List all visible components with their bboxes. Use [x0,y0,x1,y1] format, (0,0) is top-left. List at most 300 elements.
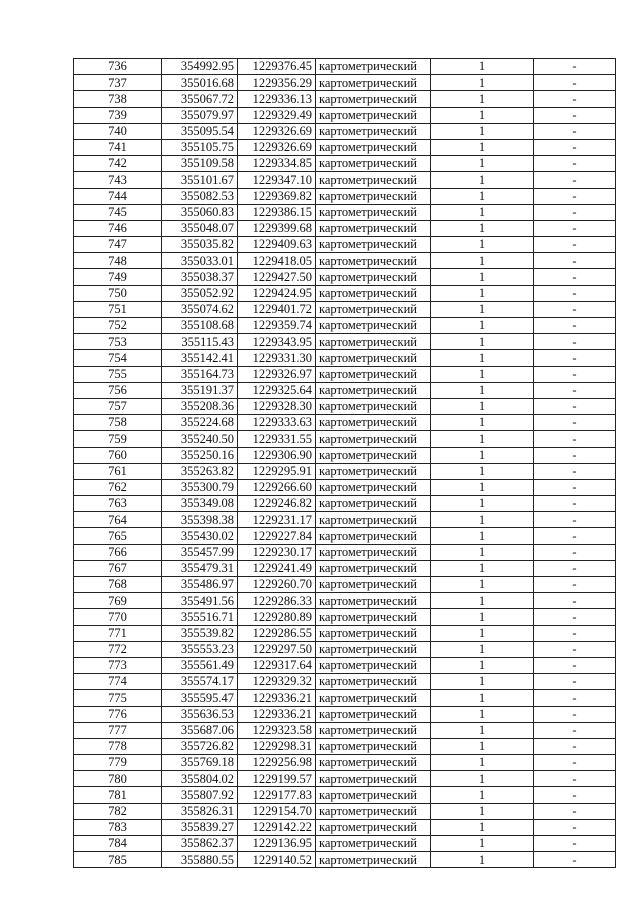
y-coordinate-cell: 1229401.72 [238,301,316,317]
table-row [74,139,616,155]
method-cell: картометрический [316,188,431,204]
y-coordinate-cell: 1229306.90 [238,447,316,463]
point-number-cell: 770 [74,609,162,625]
x-coordinate-cell: 355208.36 [162,398,238,414]
precision-cell: 1 [431,220,534,236]
note-cell: - [534,139,616,155]
x-coordinate-cell: 355880.55 [162,852,238,868]
table-row [74,560,616,576]
method-cell: картометрический [316,107,431,123]
point-number-cell: 740 [74,123,162,139]
point-number-cell: 737 [74,75,162,91]
x-coordinate-cell: 355191.37 [162,382,238,398]
method-cell: картометрический [316,479,431,495]
note-cell: - [534,674,616,690]
method-cell: картометрический [316,738,431,754]
x-coordinate-cell: 355726.82 [162,738,238,754]
note-cell: - [534,609,616,625]
x-coordinate-cell: 355574.17 [162,674,238,690]
y-coordinate-cell: 1229199.57 [238,771,316,787]
y-coordinate-cell: 1229359.74 [238,318,316,334]
y-coordinate-cell: 1229343.95 [238,334,316,350]
note-cell: - [534,544,616,560]
point-number-cell: 765 [74,528,162,544]
y-coordinate-cell: 1229227.84 [238,528,316,544]
precision-cell: 1 [431,609,534,625]
note-cell: - [534,836,616,852]
y-coordinate-cell: 1229399.68 [238,220,316,236]
y-coordinate-cell: 1229286.55 [238,625,316,641]
y-coordinate-cell: 1229280.89 [238,609,316,625]
x-coordinate-cell: 355486.97 [162,577,238,593]
precision-cell: 1 [431,318,534,334]
x-coordinate-cell: 355430.02 [162,528,238,544]
method-cell: картометрический [316,59,431,75]
method-cell: картометрический [316,156,431,172]
y-coordinate-cell: 1229328.30 [238,398,316,414]
table-row [74,220,616,236]
note-cell: - [534,237,616,253]
point-number-cell: 763 [74,496,162,512]
note-cell: - [534,59,616,75]
y-coordinate-cell: 1229266.60 [238,479,316,495]
method-cell: картометрический [316,512,431,528]
point-number-cell: 779 [74,755,162,771]
method-cell: картометрический [316,285,431,301]
point-number-cell: 754 [74,350,162,366]
table-row [74,382,616,398]
method-cell: картометрический [316,722,431,738]
point-number-cell: 742 [74,156,162,172]
precision-cell: 1 [431,91,534,107]
method-cell: картометрический [316,253,431,269]
precision-cell: 1 [431,123,534,139]
point-number-cell: 776 [74,706,162,722]
method-cell: картометрический [316,431,431,447]
precision-cell: 1 [431,803,534,819]
point-number-cell: 746 [74,220,162,236]
method-cell: картометрический [316,706,431,722]
y-coordinate-cell: 1229326.69 [238,139,316,155]
point-number-cell: 784 [74,836,162,852]
x-coordinate-cell: 355516.71 [162,609,238,625]
table-row [74,334,616,350]
y-coordinate-cell: 1229230.17 [238,544,316,560]
x-coordinate-cell: 355398.38 [162,512,238,528]
point-number-cell: 757 [74,398,162,414]
point-number-cell: 772 [74,641,162,657]
note-cell: - [534,463,616,479]
note-cell: - [534,593,616,609]
precision-cell: 1 [431,625,534,641]
table-row [74,787,616,803]
x-coordinate-cell: 355105.75 [162,139,238,155]
method-cell: картометрический [316,318,431,334]
table-row [74,59,616,75]
table-row [74,706,616,722]
method-cell: картометрический [316,204,431,220]
y-coordinate-cell: 1229140.52 [238,852,316,868]
y-coordinate-cell: 1229325.64 [238,382,316,398]
precision-cell: 1 [431,512,534,528]
table-row [74,738,616,754]
point-number-cell: 760 [74,447,162,463]
note-cell: - [534,123,616,139]
point-number-cell: 783 [74,819,162,835]
table-row [74,609,616,625]
precision-cell: 1 [431,787,534,803]
precision-cell: 1 [431,690,534,706]
coordinates-table-body [74,59,616,868]
precision-cell: 1 [431,431,534,447]
precision-cell: 1 [431,706,534,722]
table-row [74,237,616,253]
method-cell: картометрический [316,657,431,673]
precision-cell: 1 [431,496,534,512]
table-row [74,463,616,479]
note-cell: - [534,771,616,787]
y-coordinate-cell: 1229331.30 [238,350,316,366]
note-cell: - [534,75,616,91]
x-coordinate-cell: 355067.72 [162,91,238,107]
table-row [74,496,616,512]
y-coordinate-cell: 1229329.49 [238,107,316,123]
note-cell: - [534,560,616,576]
precision-cell: 1 [431,382,534,398]
precision-cell: 1 [431,172,534,188]
method-cell: картометрический [316,123,431,139]
point-number-cell: 738 [74,91,162,107]
note-cell: - [534,107,616,123]
method-cell: картометрический [316,334,431,350]
precision-cell: 1 [431,59,534,75]
method-cell: картометрический [316,496,431,512]
precision-cell: 1 [431,722,534,738]
note-cell: - [534,285,616,301]
precision-cell: 1 [431,560,534,576]
point-number-cell: 751 [74,301,162,317]
precision-cell: 1 [431,738,534,754]
point-number-cell: 739 [74,107,162,123]
y-coordinate-cell: 1229329.32 [238,674,316,690]
x-coordinate-cell: 355687.06 [162,722,238,738]
point-number-cell: 778 [74,738,162,754]
precision-cell: 1 [431,156,534,172]
precision-cell: 1 [431,398,534,414]
precision-cell: 1 [431,657,534,673]
precision-cell: 1 [431,269,534,285]
x-coordinate-cell: 355142.41 [162,350,238,366]
note-cell: - [534,528,616,544]
x-coordinate-cell: 355457.99 [162,544,238,560]
note-cell: - [534,852,616,868]
point-number-cell: 762 [74,479,162,495]
x-coordinate-cell: 355539.82 [162,625,238,641]
y-coordinate-cell: 1229424.95 [238,285,316,301]
table-row [74,690,616,706]
x-coordinate-cell: 355839.27 [162,819,238,835]
precision-cell: 1 [431,301,534,317]
y-coordinate-cell: 1229347.10 [238,172,316,188]
table-row [74,415,616,431]
point-number-cell: 771 [74,625,162,641]
method-cell: картометрический [316,398,431,414]
y-coordinate-cell: 1229333.63 [238,415,316,431]
table-row [74,771,616,787]
precision-cell: 1 [431,204,534,220]
table-row [74,285,616,301]
method-cell: картометрический [316,463,431,479]
y-coordinate-cell: 1229326.97 [238,366,316,382]
method-cell: картометрический [316,674,431,690]
y-coordinate-cell: 1229246.82 [238,496,316,512]
x-coordinate-cell: 355035.82 [162,237,238,253]
x-coordinate-cell: 355052.92 [162,285,238,301]
table-row [74,479,616,495]
table-row [74,91,616,107]
x-coordinate-cell: 355491.56 [162,593,238,609]
note-cell: - [534,156,616,172]
method-cell: картометрический [316,803,431,819]
y-coordinate-cell: 1229297.50 [238,641,316,657]
table-row [74,188,616,204]
point-number-cell: 744 [74,188,162,204]
table-row [74,512,616,528]
table-row [74,75,616,91]
note-cell: - [534,366,616,382]
point-number-cell: 749 [74,269,162,285]
point-number-cell: 756 [74,382,162,398]
y-coordinate-cell: 1229356.29 [238,75,316,91]
y-coordinate-cell: 1229336.21 [238,690,316,706]
x-coordinate-cell: 355038.37 [162,269,238,285]
point-number-cell: 752 [74,318,162,334]
y-coordinate-cell: 1229136.95 [238,836,316,852]
method-cell: картометрический [316,350,431,366]
note-cell: - [534,334,616,350]
method-cell: картометрический [316,382,431,398]
precision-cell: 1 [431,852,534,868]
point-number-cell: 758 [74,415,162,431]
method-cell: картометрический [316,528,431,544]
x-coordinate-cell: 355250.16 [162,447,238,463]
precision-cell: 1 [431,641,534,657]
precision-cell: 1 [431,447,534,463]
x-coordinate-cell: 355862.37 [162,836,238,852]
note-cell: - [534,172,616,188]
table-row [74,398,616,414]
note-cell: - [534,803,616,819]
x-coordinate-cell: 355263.82 [162,463,238,479]
note-cell: - [534,738,616,754]
coordinates-table [73,58,616,868]
x-coordinate-cell: 355479.31 [162,560,238,576]
table-row [74,577,616,593]
note-cell: - [534,382,616,398]
table-row [74,431,616,447]
point-number-cell: 773 [74,657,162,673]
note-cell: - [534,431,616,447]
note-cell: - [534,415,616,431]
y-coordinate-cell: 1229427.50 [238,269,316,285]
table-row [74,318,616,334]
note-cell: - [534,301,616,317]
point-number-cell: 781 [74,787,162,803]
y-coordinate-cell: 1229142.22 [238,819,316,835]
note-cell: - [534,350,616,366]
x-coordinate-cell: 355804.02 [162,771,238,787]
point-number-cell: 777 [74,722,162,738]
note-cell: - [534,787,616,803]
note-cell: - [534,479,616,495]
method-cell: картометрический [316,755,431,771]
method-cell: картометрический [316,172,431,188]
point-number-cell: 764 [74,512,162,528]
precision-cell: 1 [431,253,534,269]
point-number-cell: 782 [74,803,162,819]
method-cell: картометрический [316,301,431,317]
point-number-cell: 745 [74,204,162,220]
y-coordinate-cell: 1229256.98 [238,755,316,771]
note-cell: - [534,512,616,528]
table-row [74,172,616,188]
point-number-cell: 780 [74,771,162,787]
y-coordinate-cell: 1229317.64 [238,657,316,673]
table-row [74,836,616,852]
note-cell: - [534,220,616,236]
table-row [74,447,616,463]
note-cell: - [534,819,616,835]
table-row [74,123,616,139]
precision-cell: 1 [431,819,534,835]
note-cell: - [534,641,616,657]
table-row [74,528,616,544]
table-row [74,204,616,220]
method-cell: картометрический [316,771,431,787]
note-cell: - [534,269,616,285]
method-cell: картометрический [316,852,431,868]
point-number-cell: 769 [74,593,162,609]
y-coordinate-cell: 1229331.55 [238,431,316,447]
precision-cell: 1 [431,674,534,690]
precision-cell: 1 [431,593,534,609]
precision-cell: 1 [431,463,534,479]
y-coordinate-cell: 1229298.31 [238,738,316,754]
x-coordinate-cell: 355016.68 [162,75,238,91]
y-coordinate-cell: 1229409.63 [238,237,316,253]
method-cell: картометрический [316,560,431,576]
point-number-cell: 748 [74,253,162,269]
x-coordinate-cell: 355826.31 [162,803,238,819]
table-row [74,674,616,690]
point-number-cell: 761 [74,463,162,479]
point-number-cell: 736 [74,59,162,75]
point-number-cell: 774 [74,674,162,690]
x-coordinate-cell: 355074.62 [162,301,238,317]
point-number-cell: 750 [74,285,162,301]
point-number-cell: 747 [74,237,162,253]
y-coordinate-cell: 1229336.21 [238,706,316,722]
table-row [74,641,616,657]
x-coordinate-cell: 355240.50 [162,431,238,447]
x-coordinate-cell: 355595.47 [162,690,238,706]
method-cell: картометрический [316,836,431,852]
note-cell: - [534,577,616,593]
x-coordinate-cell: 355095.54 [162,123,238,139]
method-cell: картометрический [316,544,431,560]
y-coordinate-cell: 1229154.70 [238,803,316,819]
x-coordinate-cell: 355108.68 [162,318,238,334]
method-cell: картометрический [316,91,431,107]
method-cell: картометрический [316,415,431,431]
table-row [74,253,616,269]
x-coordinate-cell: 355048.07 [162,220,238,236]
table-row [74,156,616,172]
note-cell: - [534,318,616,334]
table-row [74,269,616,285]
y-coordinate-cell: 1229295.91 [238,463,316,479]
x-coordinate-cell: 355349.08 [162,496,238,512]
precision-cell: 1 [431,366,534,382]
x-coordinate-cell: 355636.53 [162,706,238,722]
note-cell: - [534,722,616,738]
table-row [74,593,616,609]
note-cell: - [534,398,616,414]
table-row [74,625,616,641]
y-coordinate-cell: 1229386.15 [238,204,316,220]
point-number-cell: 767 [74,560,162,576]
table-row [74,657,616,673]
table-row [74,819,616,835]
y-coordinate-cell: 1229336.13 [238,91,316,107]
precision-cell: 1 [431,415,534,431]
precision-cell: 1 [431,544,534,560]
table-row [74,301,616,317]
table-row [74,366,616,382]
y-coordinate-cell: 1229241.49 [238,560,316,576]
precision-cell: 1 [431,334,534,350]
table-row [74,544,616,560]
x-coordinate-cell: 355115.43 [162,334,238,350]
method-cell: картометрический [316,819,431,835]
note-cell: - [534,625,616,641]
x-coordinate-cell: 355060.83 [162,204,238,220]
note-cell: - [534,253,616,269]
note-cell: - [534,690,616,706]
x-coordinate-cell: 355224.68 [162,415,238,431]
y-coordinate-cell: 1229369.82 [238,188,316,204]
precision-cell: 1 [431,771,534,787]
precision-cell: 1 [431,75,534,91]
precision-cell: 1 [431,836,534,852]
y-coordinate-cell: 1229177.83 [238,787,316,803]
point-number-cell: 743 [74,172,162,188]
y-coordinate-cell: 1229376.45 [238,59,316,75]
table-row [74,803,616,819]
precision-cell: 1 [431,285,534,301]
method-cell: картометрический [316,641,431,657]
method-cell: картометрический [316,237,431,253]
table-row [74,350,616,366]
note-cell: - [534,204,616,220]
point-number-cell: 741 [74,139,162,155]
precision-cell: 1 [431,479,534,495]
point-number-cell: 759 [74,431,162,447]
x-coordinate-cell: 355079.97 [162,107,238,123]
x-coordinate-cell: 355082.53 [162,188,238,204]
precision-cell: 1 [431,350,534,366]
point-number-cell: 768 [74,577,162,593]
